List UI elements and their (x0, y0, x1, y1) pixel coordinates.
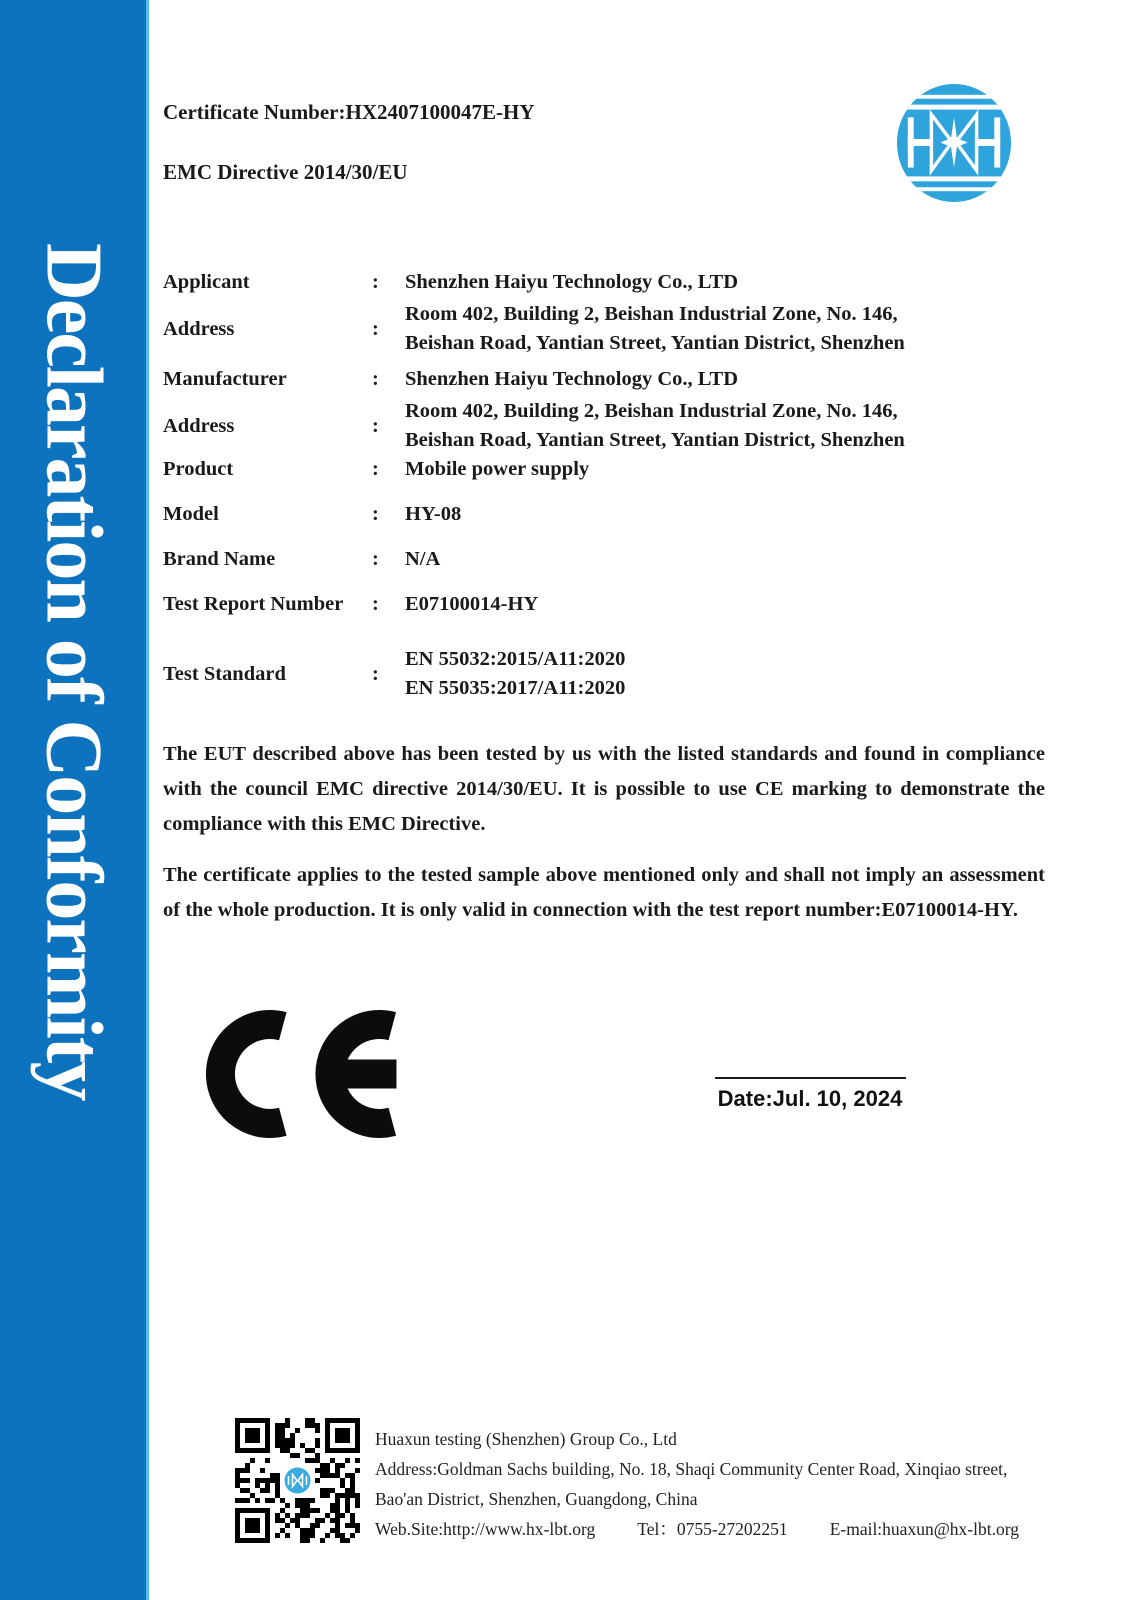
field-value-line: EN 55032:2015/A11:2020 (405, 648, 626, 670)
field-value-line: Shenzhen Haiyu Technology Co., LTD (405, 368, 739, 390)
field-value (405, 268, 738, 297)
field-value-line: N/A (405, 548, 441, 570)
lab-address-line2: Bao'an District, Shenzhen, Guangdong, China (375, 1489, 698, 1509)
field-value (405, 455, 589, 484)
huaxun-logo-icon (895, 80, 1013, 206)
certificate-number: Certificate Number:HX2407100047E-HY (163, 100, 535, 124)
statement-paragraph: The certificate applies to the tested sample above mentioned only and shall not imply an assessment of the whole production. It is only valid in connection with the test report number:E07100014-HY. (163, 864, 1045, 921)
field-label: Address (163, 414, 235, 437)
field-value-line: Mobile power supply (405, 458, 590, 480)
field-value (405, 397, 905, 455)
field-value-line: Beishan Road, Yantian Street, Yantian District, Shenzhen (405, 429, 905, 451)
field-row (163, 645, 1063, 703)
field-value-line: EN 55035:2017/A11:2020 (405, 677, 626, 699)
field-colon: : (372, 662, 379, 685)
field-value-line: E07100014-HY (405, 593, 539, 615)
qr-code (235, 1418, 360, 1543)
field-value (405, 590, 538, 619)
field-label: Brand Name (163, 548, 276, 570)
field-value (405, 300, 905, 358)
field-colon: : (372, 414, 379, 437)
qr-center-logo-icon (284, 1467, 311, 1494)
field-colon: : (372, 503, 379, 525)
field-value (405, 545, 440, 574)
date-block (705, 1077, 915, 1112)
lab-contacts (375, 1514, 1035, 1544)
field-label: Manufacturer (163, 368, 287, 390)
lab-email: E-mail:huaxun@hx-lbt.org (829, 1519, 1019, 1539)
field-row (163, 268, 1063, 297)
date-text: Date:Jul. 10, 2024 (717, 1086, 903, 1111)
lab-info (375, 1424, 1035, 1544)
ce-mark-icon (206, 1010, 402, 1138)
field-value-line: HY-08 (405, 503, 462, 525)
field-value-line: Room 402, Building 2, Beishan Industrial Zone, No. 146, (405, 400, 898, 422)
emc-directive: EMC Directive 2014/30/EU (163, 160, 408, 184)
field-value (405, 365, 738, 394)
field-value (405, 500, 461, 529)
field-label: Model (163, 503, 219, 525)
field-colon: : (372, 317, 379, 340)
lab-address-line1: Address:Goldman Sachs building, No. 18, Shaqi Community Center Road, Xinqiao street, (375, 1459, 1008, 1479)
field-row (163, 500, 1063, 529)
declaration-band (0, 0, 149, 1600)
field-row (163, 300, 1063, 358)
field-colon: : (372, 271, 379, 293)
lab-company: Huaxun testing (Shenzhen) Group Co., Ltd (375, 1429, 677, 1449)
date-signature-line (715, 1077, 906, 1079)
field-row (163, 455, 1063, 484)
lab-website: Web.Site:http://www.hx-lbt.org (375, 1519, 596, 1539)
declaration-vertical-title: Declaration of Conformity (29, 243, 118, 1100)
field-label: Test Report Number (163, 593, 344, 615)
field-colon: : (372, 593, 379, 615)
field-colon: : (372, 368, 379, 390)
field-label: Test Standard (163, 662, 286, 685)
field-label: Product (163, 458, 234, 480)
field-row (163, 545, 1063, 574)
statement-paragraph: The EUT described above has been tested by us with the listed standards and found in compliance with the council EMC directive 2014/30/EU. It is possible to use CE marking to demonstrate the compliance with this EMC Directive. (163, 743, 1045, 835)
lab-tel: Tel：0755-27202251 (637, 1519, 788, 1539)
field-colon: : (372, 548, 379, 570)
field-row (163, 365, 1063, 394)
field-value (405, 645, 625, 703)
field-value-line: Beishan Road, Yantian Street, Yantian District, Shenzhen (405, 332, 905, 354)
field-colon: : (372, 458, 379, 480)
field-value-line: Shenzhen Haiyu Technology Co., LTD (405, 271, 739, 293)
field-value-line: Room 402, Building 2, Beishan Industrial Zone, No. 146, (405, 303, 898, 325)
field-label: Address (163, 317, 235, 340)
field-row (163, 397, 1063, 455)
field-label: Applicant (163, 271, 250, 293)
field-row (163, 590, 1063, 619)
